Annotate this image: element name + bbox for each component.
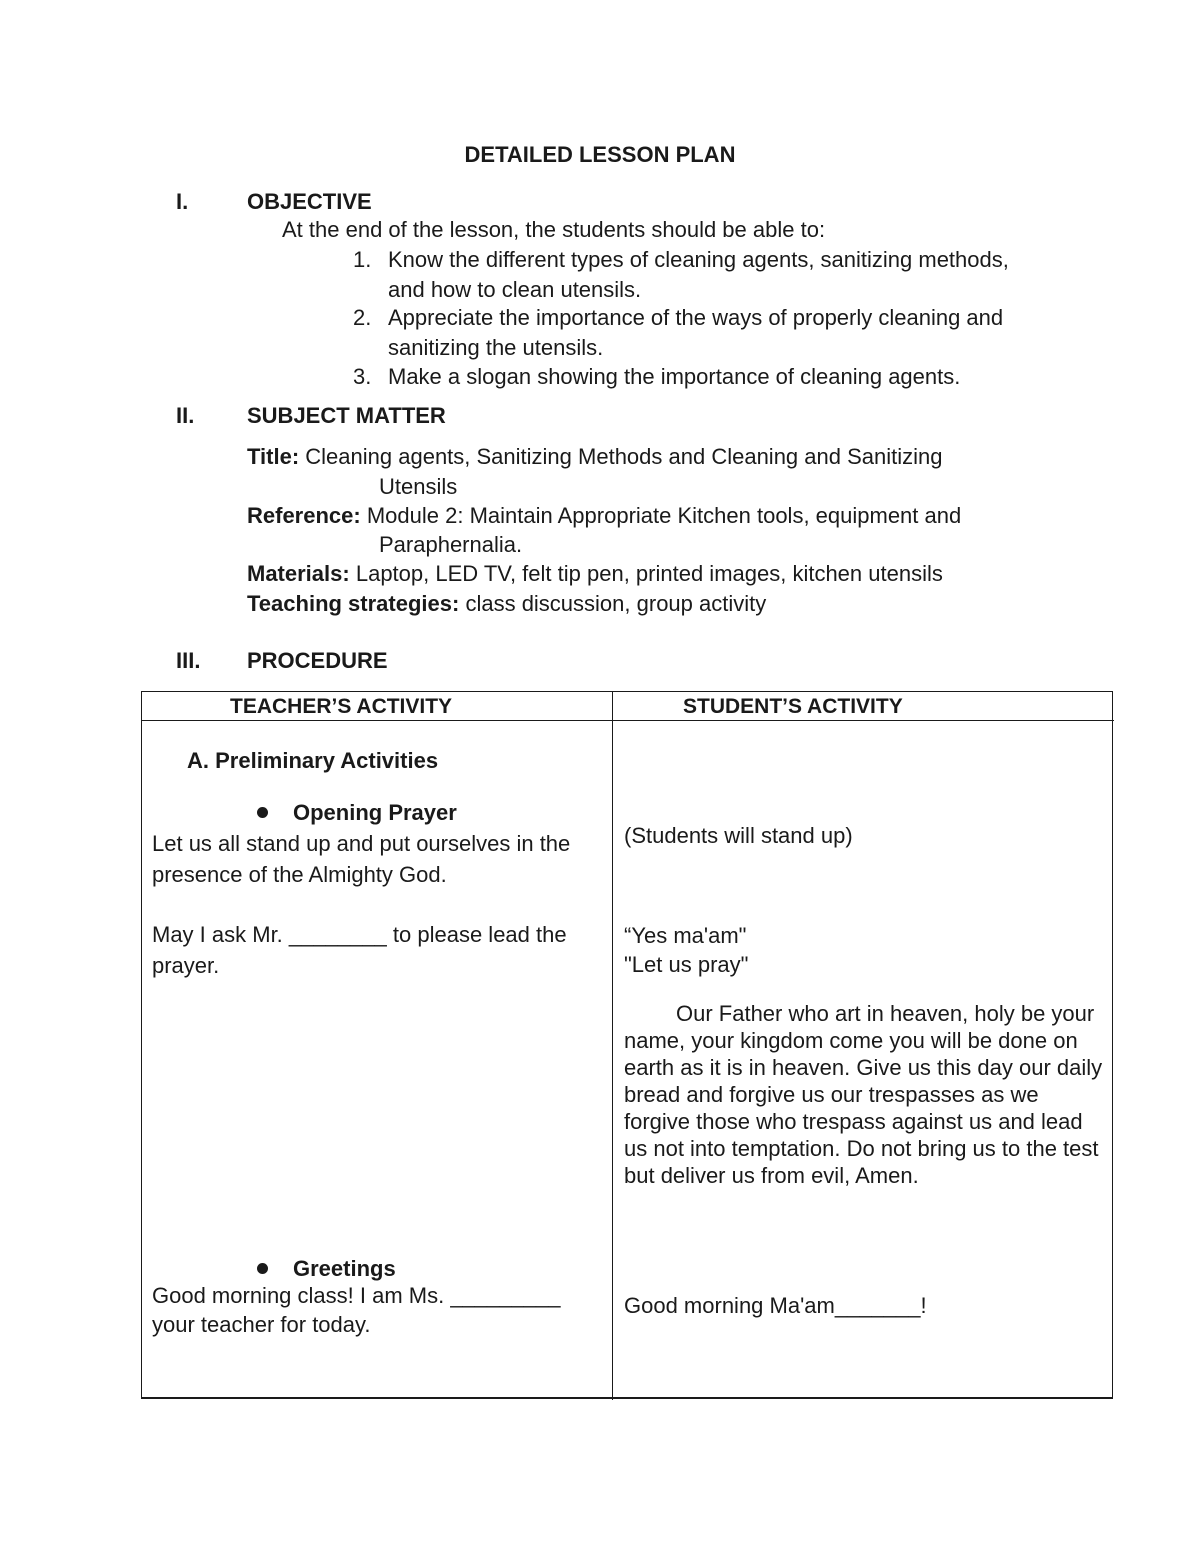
opening-prayer-heading: Opening Prayer (293, 800, 457, 825)
objective-item-text-cont: and how to clean utensils. (388, 277, 642, 302)
objective-item-number: 3. (353, 364, 372, 389)
teacher-greeting-cont: your teacher for today. (152, 1312, 371, 1337)
subject-reference-value: Module 2: Maintain Appropriate Kitchen tools, equipment and (366, 503, 962, 528)
objective-intro: At the end of the lesson, the students should be able to: (282, 217, 826, 242)
preliminary-activities-heading: A. Preliminary Activities (187, 748, 439, 773)
section-number-procedure: III. (176, 648, 201, 673)
objective-item-text: Know the different types of cleaning agents, sanitizing methods, (388, 247, 1009, 272)
student-greeting: Good morning Ma'am_______! (624, 1293, 927, 1318)
section-number-objective: I. (176, 189, 189, 214)
section-heading-procedure: PROCEDURE (247, 648, 388, 673)
objective-item-text: Appreciate the importance of the ways of properly cleaning and (388, 305, 1004, 330)
section-heading-objective: OBJECTIVE (247, 189, 372, 214)
student-yes-response: “Yes ma'am" (624, 923, 747, 948)
subject-strategies-value: class discussion, group activity (465, 591, 767, 616)
subject-materials-label: Materials: (247, 561, 350, 586)
teacher-greeting: Good morning class! I am Ms. _________ (152, 1283, 561, 1308)
subject-strategies-label: Teaching strategies: (247, 591, 460, 616)
subject-strategies-row (247, 589, 766, 618)
subject-reference-row (247, 501, 961, 530)
table-header-teacher: TEACHER’S ACTIVITY (230, 695, 453, 718)
bullet-icon (257, 1263, 268, 1274)
section-heading-subject: SUBJECT MATTER (247, 403, 446, 428)
table-header-student: STUDENT’S ACTIVITY (683, 695, 903, 718)
teacher-ask-leader-cont: prayer. (152, 953, 220, 978)
teacher-ask-leader: May I ask Mr. ________ to please lead the (152, 922, 567, 947)
teacher-prayer-instruction-cont: presence of the Almighty God. (152, 862, 447, 887)
subject-materials-row (247, 559, 943, 588)
teacher-prayer-instruction: Let us all stand up and put ourselves in the (152, 831, 571, 856)
objective-item-text-cont: sanitizing the utensils. (388, 335, 604, 360)
section-number-subject: II. (176, 403, 195, 428)
student-pray-response: "Let us pray" (624, 952, 749, 977)
subject-title-row (247, 442, 943, 471)
page-title: DETAILED LESSON PLAN (464, 142, 736, 167)
subject-title-label: Title: (247, 444, 300, 469)
bullet-icon (257, 807, 268, 818)
subject-materials-value: Laptop, LED TV, felt tip pen, printed images, kitchen utensils (355, 561, 943, 586)
student-stand-up: (Students will stand up) (624, 823, 853, 848)
objective-item-number: 1. (353, 247, 372, 272)
greetings-heading: Greetings (293, 1256, 396, 1281)
subject-title-value-cont: Utensils (379, 474, 458, 499)
table-column-divider (612, 691, 613, 1400)
table-header-divider (141, 720, 1114, 721)
subject-reference-value-cont: Paraphernalia. (379, 532, 523, 557)
prayer-text: Our Father who art in heaven, holy be your name, your kingdom come you will be done on earth as it is in heaven. Give us this day our daily bread and forgive us our trespasses as we forgive those who trespass against us and lead us not into temptation. Do not bring us to the test but deliver us from evil, Amen. (624, 1001, 1103, 1188)
subject-title-value: Cleaning agents, Sanitizing Methods and Cleaning and Sanitizing (305, 444, 943, 469)
objective-item-text: Make a slogan showing the importance of cleaning agents. (388, 364, 961, 389)
subject-reference-label: Reference: (247, 503, 361, 528)
objective-item-number: 2. (353, 305, 372, 330)
